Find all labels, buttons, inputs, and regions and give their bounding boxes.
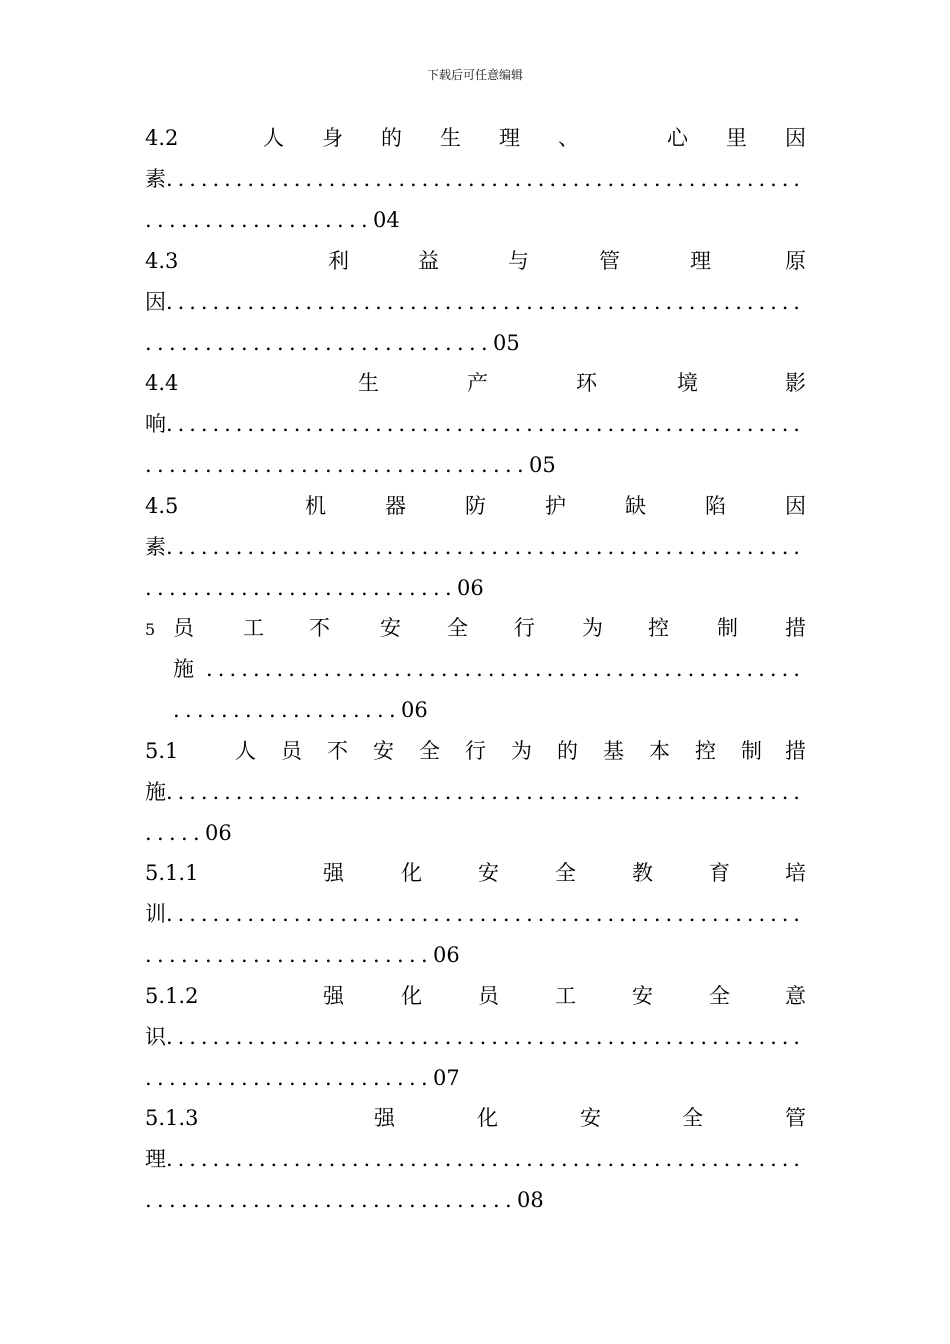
toc-heading-char: 心 [667,126,688,150]
toc-heading-char: 强 [323,983,344,1008]
toc-heading-char: 全 [682,1106,703,1130]
toc-page-number[interactable]: 06 [401,698,428,722]
toc-entry-heading[interactable] [145,249,178,273]
toc-heading-char: 员 [281,738,302,763]
toc-entry-leader [173,657,805,681]
toc-heading-char: 培 [785,861,806,885]
toc-heading-char: 安 [632,983,653,1008]
toc-entry-number: 4.5 [145,493,179,518]
toc-heading-char: 教 [632,861,653,885]
toc-page-number[interactable]: 06 [457,575,484,600]
toc-heading-char: 化 [401,861,422,885]
toc-entry-heading[interactable] [145,861,198,885]
toc-entry-number: 5.1.1 [145,861,199,885]
toc-heading-char: 因 [785,126,806,150]
toc-heading-char: 全 [709,983,730,1008]
toc-heading-char: 化 [401,983,422,1008]
toc-entry-page-line [145,1188,544,1212]
toc-heading-char: 强 [374,1106,395,1130]
toc-entry-number: 5.1.2 [145,983,199,1008]
toc-entry-leader [145,780,805,804]
toc-heading-char: 制 [741,738,762,763]
toc-heading-wrap-char: 因 [145,289,166,314]
toc-heading-char: 育 [709,861,730,885]
toc-heading-wrap-char: 施 [145,779,166,804]
page-header: 下载后可任意编辑 [426,68,523,82]
toc-heading-char: 里 [726,126,747,150]
toc-entry-leader [145,1025,805,1049]
toc-heading-char: 安 [478,861,499,885]
toc-entry-leader [145,412,805,436]
toc-heading-char: 生 [440,126,461,150]
toc-heading-char: 利 [328,248,349,273]
toc-heading-char: 人 [235,738,256,763]
toc-heading-char: 控 [648,616,669,640]
toc-heading-char: 全 [447,616,468,640]
toc-entry-page-line [145,331,520,355]
toc-entry-page-line [173,698,428,722]
toc-heading-char: 为 [511,738,532,763]
toc-heading-char: 护 [545,493,566,518]
toc-heading-wrap-char: 素 [145,534,166,559]
toc-page-number[interactable]: 05 [493,330,520,355]
toc-heading-wrap-char: 识 [145,1024,166,1049]
toc-entry-leader [145,535,805,559]
toc-heading-char: 行 [514,616,535,640]
toc-page-number[interactable]: 08 [517,1188,544,1212]
toc-page-number[interactable]: 04 [373,208,400,232]
toc-dot-leader: ........................ [145,943,433,967]
toc-dot-leader: ..... [145,820,205,845]
toc-heading-wrap-char: 训 [145,902,166,926]
toc-entry-number: 5 [145,620,156,639]
toc-heading-char: 管 [599,248,620,273]
toc-dot-leader: ................... [173,698,401,722]
toc-heading-char: 生 [358,371,379,395]
toc-heading-char: 本 [649,738,670,763]
toc-entry-number: 4.3 [145,248,179,273]
toc-entry-number: 4.4 [145,371,179,395]
toc-heading-char: 防 [465,493,486,518]
toc-entry-leader [145,290,805,314]
toc-page-number[interactable]: 05 [529,453,556,477]
toc-heading-wrap-char: 素 [145,167,166,191]
toc-heading-char: 与 [508,248,529,273]
toc-heading-char: 人 [263,126,284,150]
toc-heading-char: 基 [603,738,624,763]
toc-heading-char: 措 [785,738,806,763]
toc-dot-leader: ....................................................... [166,289,805,314]
toc-heading-char: 理 [690,248,711,273]
toc-heading-char: 行 [465,738,486,763]
toc-heading-char: 措 [785,616,806,640]
toc-heading-char: 员 [173,616,194,640]
toc-dot-leader: ............................... [145,1188,517,1212]
toc-entry-heading[interactable] [145,739,178,763]
toc-heading-char: 工 [555,983,576,1008]
toc-dot-leader: ....................................................... [166,1147,805,1171]
toc-page-number[interactable]: 06 [433,943,460,967]
toc-dot-leader: ....................................................... [166,167,805,191]
toc-heading-char: 益 [418,248,439,273]
toc-entry-heading[interactable] [145,984,198,1008]
toc-heading-char: 化 [477,1106,498,1130]
toc-entry-page-line [145,453,556,477]
toc-heading-wrap-char: 响 [145,412,166,436]
toc-entry-heading[interactable] [145,616,155,642]
toc-heading-char: 身 [322,126,343,150]
toc-entry-leader [145,167,805,191]
toc-entry-leader [145,1147,805,1171]
toc-heading-char: 器 [385,493,406,518]
toc-heading-char: 安 [380,616,401,640]
toc-dot-leader: ................................................... [206,657,806,681]
toc-heading-char: 为 [582,616,603,640]
toc-heading-char: 境 [677,371,698,395]
toc-dot-leader: ................... [145,208,373,232]
toc-heading-char: 安 [580,1106,601,1130]
toc-heading-char: 控 [695,738,716,763]
toc-heading-char: 强 [323,861,344,885]
toc-heading-char: 因 [785,493,806,518]
toc-dot-leader: ........................ [145,1065,433,1090]
toc-entry-heading[interactable] [145,494,178,518]
toc-heading-wrap-char: 施 [173,657,194,681]
toc-heading-char: 机 [305,493,326,518]
toc-entry-page-line [145,821,232,845]
toc-entry-number: 4.2 [145,126,179,150]
toc-dot-leader: ............................. [145,330,493,355]
toc-page-number[interactable]: 07 [433,1065,460,1090]
toc-entry-heading[interactable] [145,126,178,150]
toc-heading-char: 原 [785,248,806,273]
toc-heading-char: 影 [785,371,806,395]
toc-heading-char: 环 [576,371,597,395]
toc-heading-char: 安 [373,738,394,763]
toc-dot-leader: .......................... [145,575,457,600]
toc-heading-char: 缺 [625,493,646,518]
toc-heading-char: 产 [467,371,488,395]
toc-entry-heading[interactable] [145,1106,198,1130]
toc-dot-leader: ....................................................... [166,902,805,926]
toc-entry-heading[interactable] [145,371,178,395]
toc-heading-char: 管 [785,1106,806,1130]
toc-dot-leader: ....................................................... [166,779,805,804]
toc-heading-char: 的 [381,126,402,150]
toc-heading-char: 陷 [705,493,726,518]
toc-dot-leader: ....................................................... [166,1024,805,1049]
toc-heading-char: 不 [309,616,330,640]
toc-heading-char: 理 [499,126,520,150]
toc-entry-page-line [145,208,400,232]
toc-heading-char: 意 [785,983,806,1008]
toc-entry-number: 5.1 [145,738,179,763]
toc-heading-char: 的 [557,738,578,763]
toc-page-number[interactable]: 06 [205,820,232,845]
toc-heading-wrap-char: 理 [145,1147,166,1171]
toc-dot-leader: ................................ [145,453,529,477]
toc-heading-char: 、 [558,126,579,150]
toc-heading-char: 不 [327,738,348,763]
toc-dot-leader: ....................................................... [166,412,805,436]
toc-heading-char: 员 [478,983,499,1008]
toc-heading-char: 全 [555,861,576,885]
toc-heading-char: 制 [717,616,738,640]
toc-entry-leader [145,902,805,926]
toc-heading-char: 工 [243,616,264,640]
toc-entry-page-line [145,1066,460,1090]
toc-heading-char: 全 [419,738,440,763]
toc-dot-leader: ....................................................... [166,534,805,559]
toc-entry-number: 5.1.3 [145,1106,199,1130]
toc-entry-page-line [145,576,484,600]
toc-entry-page-line [145,943,460,967]
